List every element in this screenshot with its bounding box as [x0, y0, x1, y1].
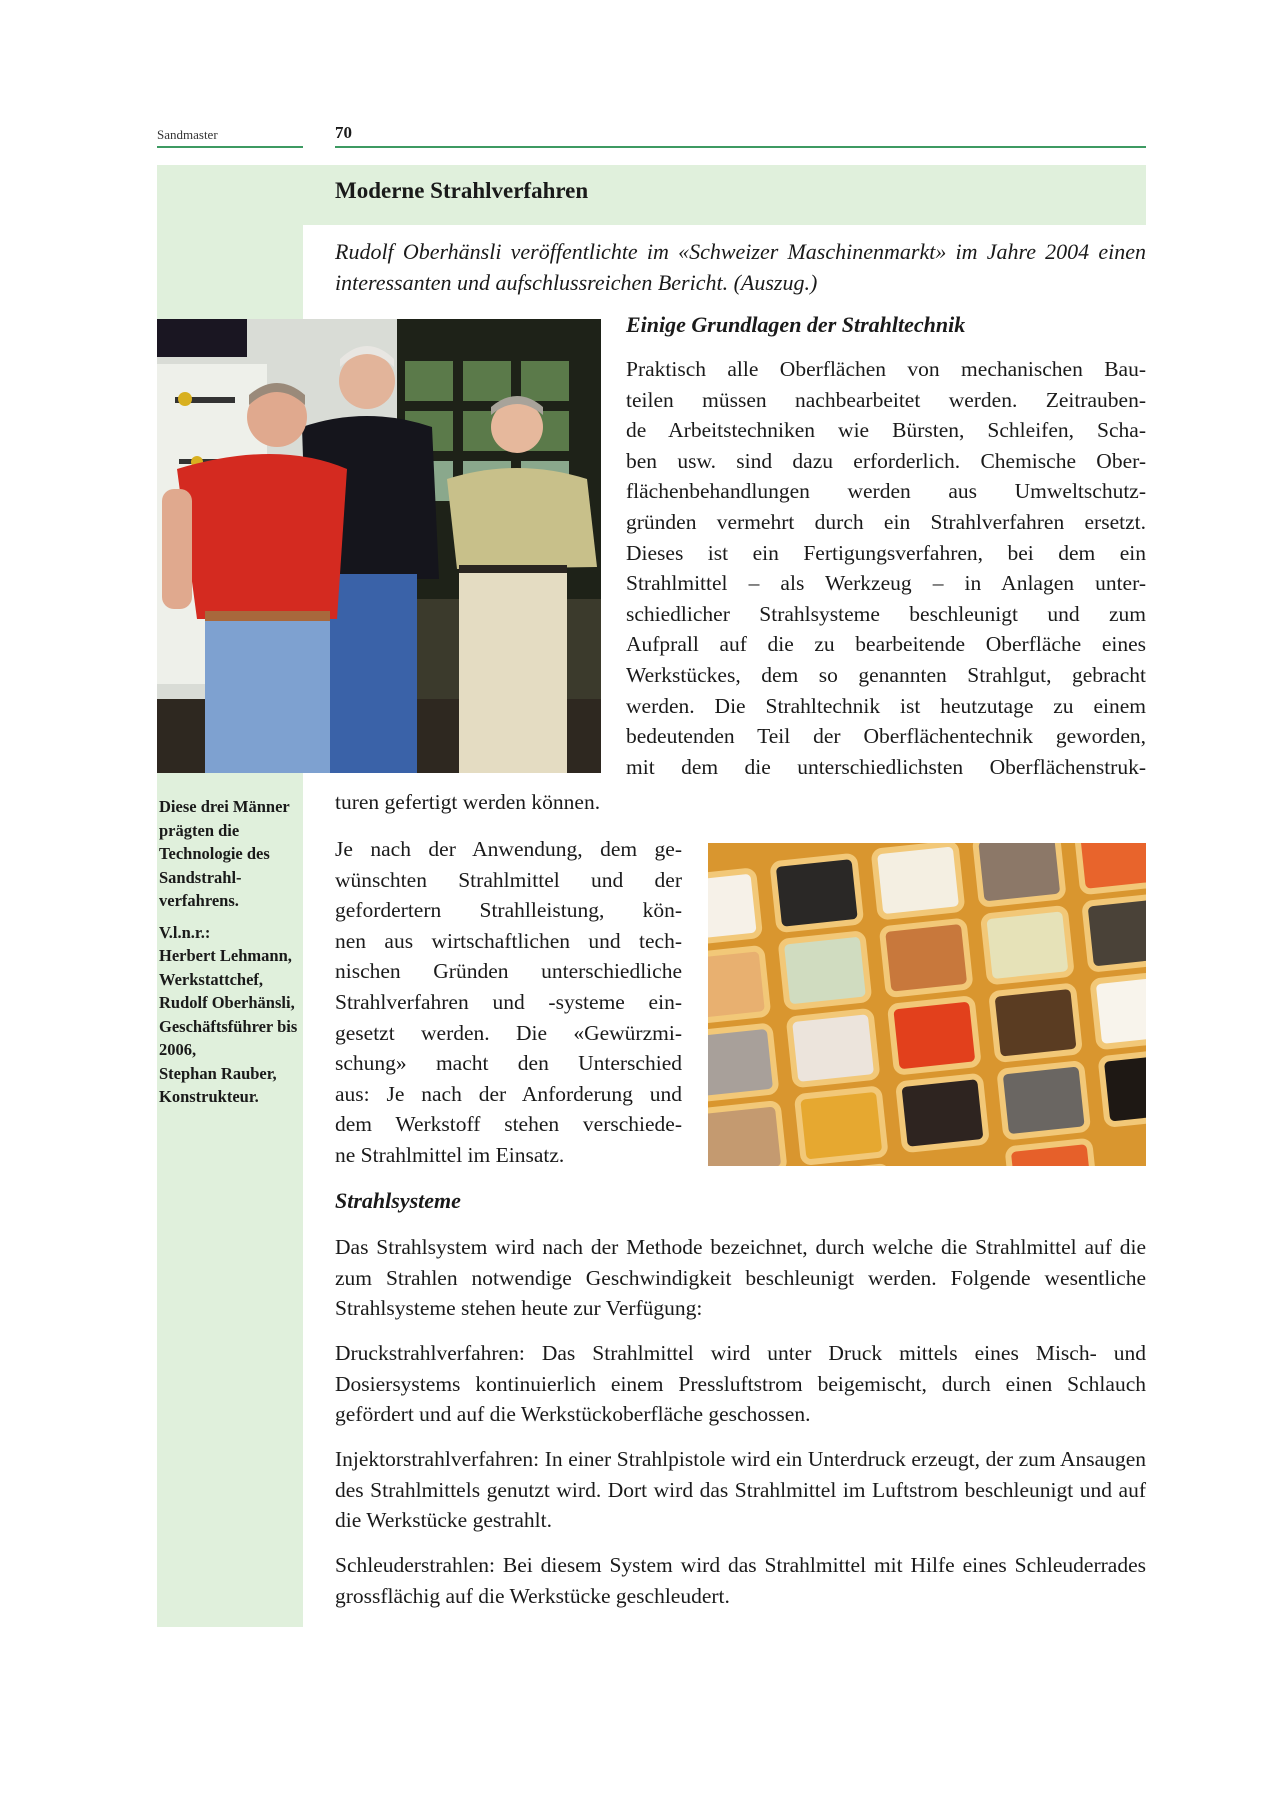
text-line: nischen Gründen unterschiedliche [335, 959, 682, 984]
text-line: schung» macht den Unterschied [335, 1051, 682, 1076]
photo-three-men [157, 319, 601, 773]
text-line: aus: Je nach der Anforderung und [335, 1081, 682, 1106]
text-line: wünschten Strahlmittel und der [335, 867, 682, 892]
photo-three-men-illustration [157, 319, 601, 773]
section-title: Moderne Strahlverfahren [335, 178, 589, 203]
photo-blasting-media [708, 843, 1146, 1166]
text-line: gesetzt werden. Die «Gewürzmi- [335, 1020, 682, 1045]
text-line: Werkstückes, dem so genannten Strahlgut, gebracht [626, 662, 1146, 687]
caption-vlnr: V.l.n.r.: [159, 922, 211, 942]
text-line: schiedlicher Strahlsysteme beschleunigt und zum [626, 601, 1146, 626]
intro-paragraph: Rudolf Oberhänsli veröffentlichte im «Schweizer Maschinenmarkt» im Jahre 2004 einen interessanten und aufschlussreichen Bericht. (Auszug.) [335, 239, 1146, 295]
text-line: mit dem die unterschiedlichsten Oberflächenstruk- [626, 754, 1146, 779]
paragraph-grundlagen-tail: turen gefertigt werden können. [335, 790, 601, 814]
text-line: Je nach der Anwendung, dem ge- [335, 837, 682, 861]
photo-blasting-media-illustration [708, 843, 1146, 1166]
photo-caption [159, 795, 309, 1109]
caption-person: Herbert Lehmann, Werkstattchef, [159, 946, 292, 989]
page-number: 70 [335, 123, 352, 142]
caption-description: Diese drei Männer prägten die Technologie des Sandstrahlverfahrens. [159, 797, 290, 910]
text-line: flächenbehandlungen werden aus Umweltschutz- [626, 479, 1146, 504]
paragraph-injektorstrahlverfahren: Injektorstrahlverfahren: In einer Strahlpistole wird ein Unterdruck erzeugt, der zum Ansaugen des Strahlmittels genutzt wird. Dort wird das Strahlmittel im Luftstrom beschleunigt und auf die Werkstücke gestrahlt. [335, 1447, 1146, 1533]
paragraph-anwendung [335, 834, 682, 1171]
subheading-strahlsysteme: Strahlsysteme [335, 1188, 461, 1213]
paragraph-strahlsystem-intro: Das Strahlsystem wird nach der Methode bezeichnet, durch welche die Strahlmittel auf die zum Strahlen notwendige Geschwindigkeit beschleunigt werden. Folgende wesentliche Strahlsysteme stehen heute zur Verfügung: [335, 1235, 1146, 1321]
text-line: Aufprall auf die zu bearbeitende Oberfläche eines [626, 632, 1146, 657]
running-title: Sandmaster [157, 127, 218, 142]
text-line: Praktisch alle Oberflächen von mechanischen Bau- [626, 357, 1146, 381]
text-line: gefordertern Strahlleistung, kön- [335, 898, 682, 923]
text-line: Strahlverfahren und -systeme ein- [335, 989, 682, 1014]
caption-person: Rudolf Oberhänsli, Geschäftsführer bis 2006, [159, 993, 298, 1059]
text-line: nen aus wirtschaftlichen und tech- [335, 928, 682, 953]
text-line: de Arbeitstechniken wie Bürsten, Schleifen, Scha- [626, 418, 1146, 443]
text-line: teilen müssen nachbearbeitet werden. Zeitrauben- [626, 387, 1146, 412]
paragraph-schleuderstrahlen: Schleuderstrahlen: Bei diesem System wird das Strahlmittel mit Hilfe eines Schleuderrades grossflächig auf die Werkstücke geschleudert. [335, 1553, 1146, 1608]
running-rule-right [335, 146, 1146, 148]
text-line: werden. Die Strahltechnik ist heutzutage zu einem [626, 693, 1146, 718]
paragraph-druckstrahlverfahren: Druckstrahlverfahren: Das Strahlmittel wird unter Druck mittels eines Misch- und Dosiersystems kontinuierlich einem Pressluftstrom beigemischt, durch einen Schlauch gefördert und auf die Werkstückoberfläche geschossen. [335, 1341, 1146, 1427]
text-line: Dieses ist ein Fertigungsverfahren, bei dem ein [626, 540, 1146, 565]
text-line: dem Werkstoff stehen verschiede- [335, 1112, 682, 1137]
title-band [157, 165, 1146, 225]
paragraph-grundlagen [626, 354, 1146, 782]
text-line: gründen vermehrt durch ein Strahlverfahren ersetzt. [626, 509, 1146, 534]
subheading-grundlagen: Einige Grundlagen der Strahltechnik [626, 312, 966, 337]
text-line: ne Strahlmittel im Einsatz. [335, 1142, 565, 1167]
text-line: bedeutenden Teil der Oberflächentechnik geworden, [626, 724, 1146, 749]
text-line: Strahlmittel – als Werkzeug – in Anlagen unter- [626, 571, 1146, 596]
running-rule-left [157, 146, 303, 148]
text-line: ben usw. sind dazu erforderlich. Chemische Ober- [626, 448, 1146, 473]
caption-person: Stephan Rauber, Konstrukteur. [159, 1063, 277, 1106]
